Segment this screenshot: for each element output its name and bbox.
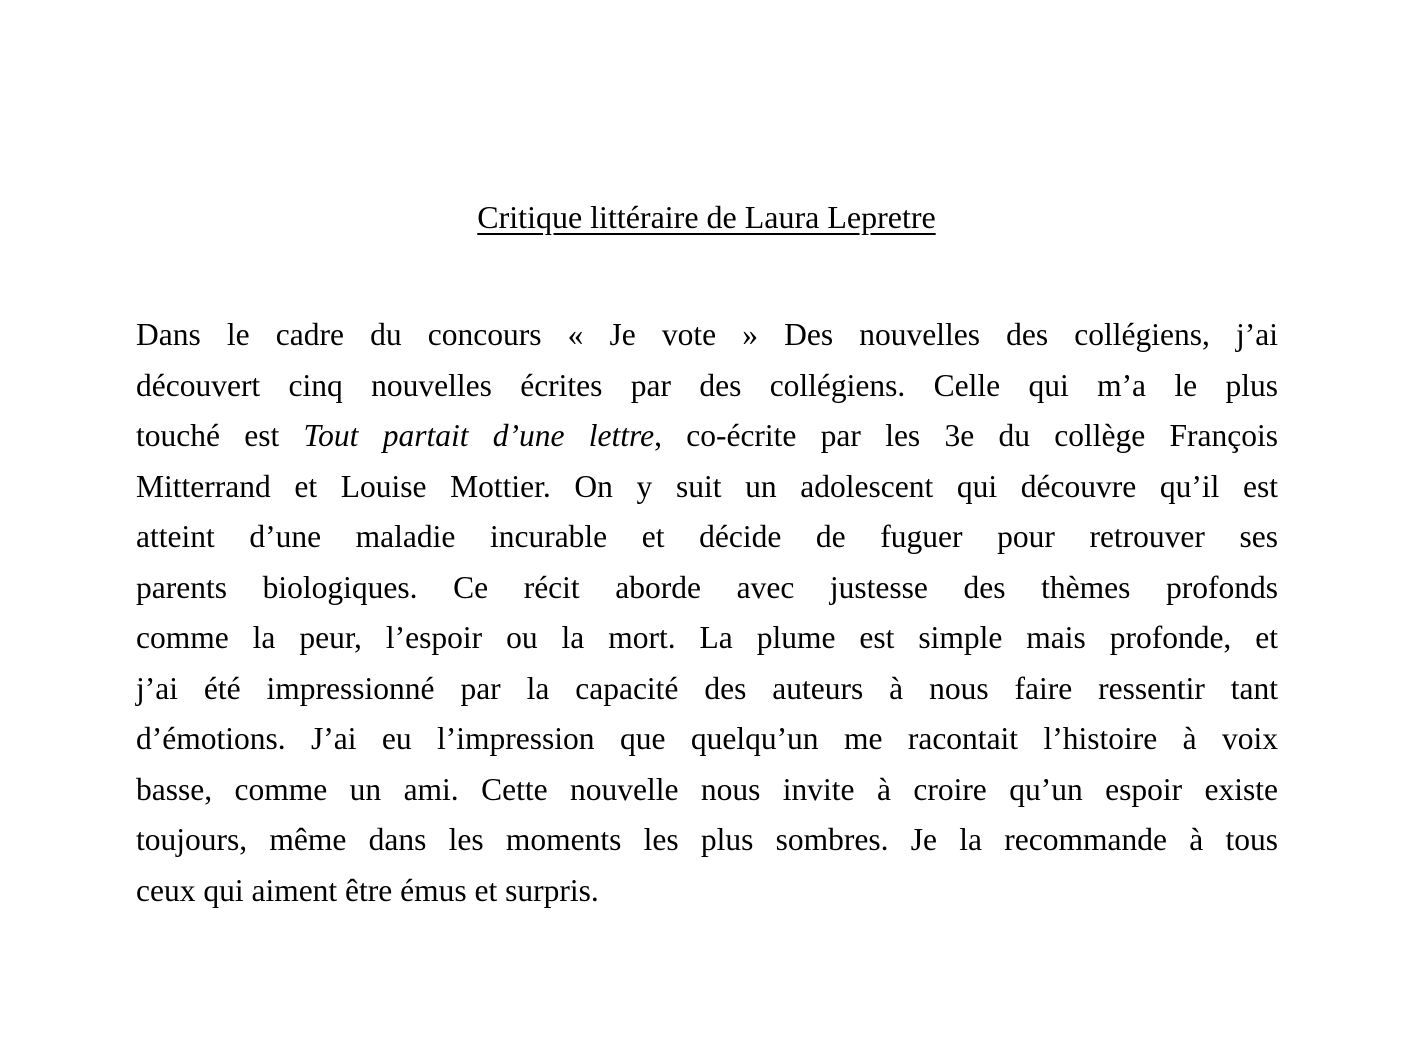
paragraph-line-3 <box>136 411 1278 462</box>
paragraph-line-5: atteint d’une maladie incurable et décide de fuguer pour retrouver ses <box>136 519 1278 554</box>
paragraph-line-3-end: , co-écrite par les 3e du collège François <box>654 418 1278 453</box>
paragraph-line-1: Dans le cadre du concours « Je vote » Des nouvelles des collégiens, j’ai <box>136 317 1278 352</box>
paragraph-line-2: découvert cinq nouvelles écrites par des collégiens. Celle qui m’a le plus <box>136 367 1278 403</box>
paragraph-line-7: comme la peur, l’espoir ou la mort. La plume est simple mais profonde, et <box>136 620 1278 655</box>
review-paragraph <box>136 310 1278 916</box>
paragraph-line-3-start: touché est <box>136 418 304 453</box>
paragraph-line-8: j’ai été impressionné par la capacité des auteurs à nous faire ressentir tant <box>136 670 1278 706</box>
paragraph-line-10: basse, comme un ami. Cette nouvelle nous invite à croire qu’un espoir existe <box>136 771 1278 807</box>
paragraph-line-6: parents biologiques. Ce récit aborde avec justesse des thèmes profonds <box>136 569 1278 605</box>
paragraph-line-4: Mitterrand et Louise Mottier. On y suit un adolescent qui découvre qu’il est <box>136 468 1278 504</box>
book-title-italic: Tout partait d’une lettre <box>303 418 655 453</box>
paragraph-line-12: ceux qui aiment être émus et surpris. <box>136 872 599 908</box>
document-title: Critique littéraire de Laura Lepretre <box>477 199 936 235</box>
paragraph-line-11: toujours, même dans les moments les plus sombres. Je la recommande à tous <box>136 822 1278 857</box>
paragraph-line-9: d’émotions. J’ai eu l’impression que quelqu’un me racontait l’histoire à voix <box>136 721 1278 756</box>
